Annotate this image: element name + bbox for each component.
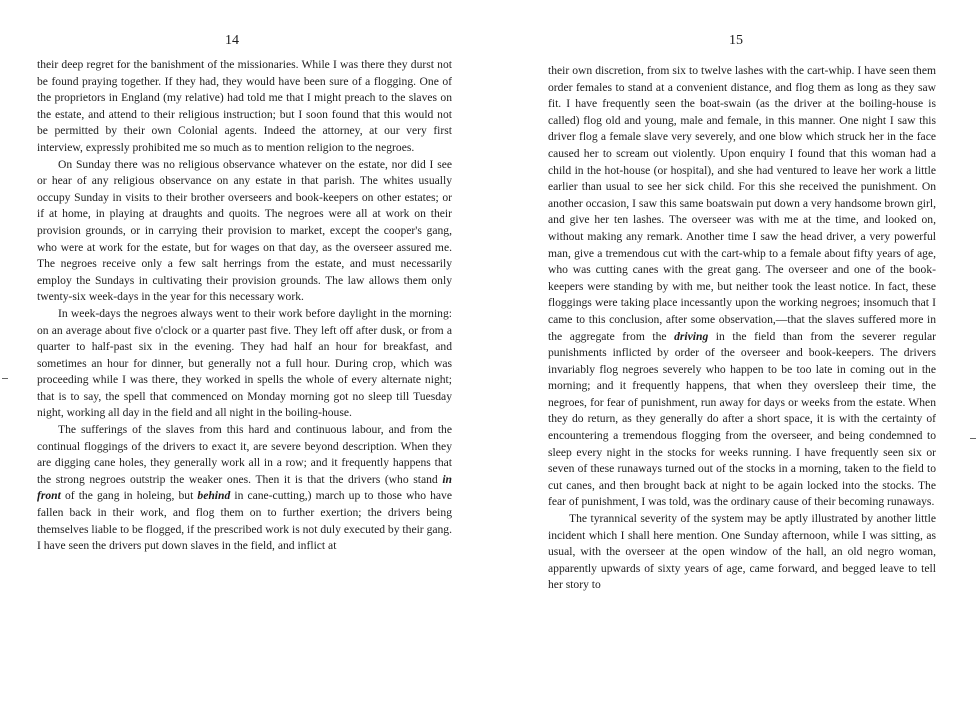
- paragraph: [37, 422, 452, 555]
- text-run: in the field than from the severer regular punishments inflicted by order of the overseer and book-keepers. The drivers invariably flog negroes severely who happen to be too late in coming out in the morning; and it frequently happens, that when they oversleep their time, the negroes, for fear of punishment, run away for days or weeks from the estate. When they do return, as they generally do after a short space, it is with the certainty of encountering a tremendous flogging from the overseer, and being condemned to sleep every night in the stocks for weeks running. I have frequently seen six or seven of these runaways turned out of the stocks in a morning, taken to the field to cut canes, and then brought back at night to be again locked into the stocks. The fear of punishment, I was told, was the ordinary cause of their becoming runaways.: [548, 329, 937, 509]
- page-number: 15: [729, 33, 743, 48]
- page-number: 14: [225, 33, 239, 48]
- emphasis: driving: [674, 329, 709, 343]
- emphasis: in front: [37, 472, 452, 503]
- paragraph: their deep regret for the banishment of the missionaries. While I was there they durst not be found praying together. If they had, they would have been sure of a flogging. One of the proprietors in England (my relative) had told me that I might preach to the slaves on the estate, and attend to their religious instruction; but I soon found that this would not be permitted by their own Colonial agents. Indeed the attorney, at our very first interview, expressly prohibited me so much as to mention religion to the negroes.: [37, 58, 452, 154]
- text-run: of the gang in holeing, but: [60, 489, 198, 503]
- right-page: [490, 0, 980, 717]
- margin-mark: [2, 378, 8, 379]
- paragraph: [548, 63, 936, 511]
- paragraph: On Sunday there was no religious observance whatever on the estate, nor did I see or hear of any religious observance on any estate in that parish. The whites usually occupy Sunday in visits to their brother overseers and book-keepers on other estates; or if at home, in playing at draughts and quoits. The negroes were all at work on their provision grounds, or in carrying their provision to market, except the cooper's gang, who were at work for the estate, but for wages on that day, as the overseer assured me. The negroes receive only a few salt herrings from the estate, and must necessarily employ the Sundays in cultivating their provision grounds. The law allows them only twenty-six week-days in the year for this necessary work.: [37, 157, 452, 304]
- text-run: their own discretion, from six to twelve lashes with the cart-whip. I have seen them order females to stand at a convenient distance, and flog them as long as they saw fit. I have frequently seen the boat-swain (as the driver at the boiling-house is called) flog old and young, male and female, in this manner. One night I saw this driver flog a female slave very severely, and one blow which struck her in the face caused her to scream out violently. Upon enquiry I found that this woman had a child in the hot-house (or hospital), and she had ventured to leave her work a little earlier than usual to see her sick child. For this she received the punishment. On another occasion, I saw this same boatswain put down a very handsome brown girl, and give her ten lashes. The overseer was with me at the time, and looked on, without making any remark. Another time I saw the head driver, a very powerful man, give a tremendous cut with the cart-whip to a female about fifty years of age, who was cutting canes with the great gang. The overseer and one of the book-keepers were standing by with me, but neither took the least notice. In fact, these floggings were taking place incessantly upon the working negroes; insomuch that I came to this conclusion, after some observation,—that the slaves suffered more in the aggregate from the: [548, 64, 936, 343]
- emphasis: behind: [197, 489, 231, 503]
- paragraph: The tyrannical severity of the system may be aptly illustrated by another little incident which I shall here mention. One Sunday afternoon, while I was sitting, as usual, with the overseer at the open window of the hall, an old negro woman, apparently upwards of sixty years of age, came forward, and begged leave to tell her story to: [548, 512, 936, 592]
- text-run: The sufferings of the slaves from this hard and continuous labour, and from the continual floggings of the drivers to exact it, are severe beyond description. When they are digging cane holes, they generally work all in a row; and it frequently happens that the strong negroes outstrip the weaker ones. Then it is that the drivers (who stand: [37, 423, 452, 486]
- page-text: [37, 57, 452, 555]
- paragraph: In week-days the negroes always went to their work before daylight in the morning: on an average about five o'clock or a quarter past five. They left off after dusk, or from a quarter to half-past six in the evening. They had half an hour for breakfast, and sometimes an hour for dinner, but generally not a full hour. During crop, which was proceeding while I was there, they worked in spells the whole of every alternate night; that is to say, the spell that commenced on Monday morning got no sleep till Tuesday night, working all day in the field and all night in the boiling-house.: [37, 306, 452, 420]
- page-text: [548, 63, 936, 594]
- margin-mark: [970, 438, 976, 439]
- text-run: in cane-cutting,) march up to those who have fallen back in their work, and flog them on to further exertion; the drivers being themselves liable to be flogged, if the prescribed work is not duly executed by their gang. I have seen the drivers put down slaves in the field, and inflict at: [37, 489, 453, 553]
